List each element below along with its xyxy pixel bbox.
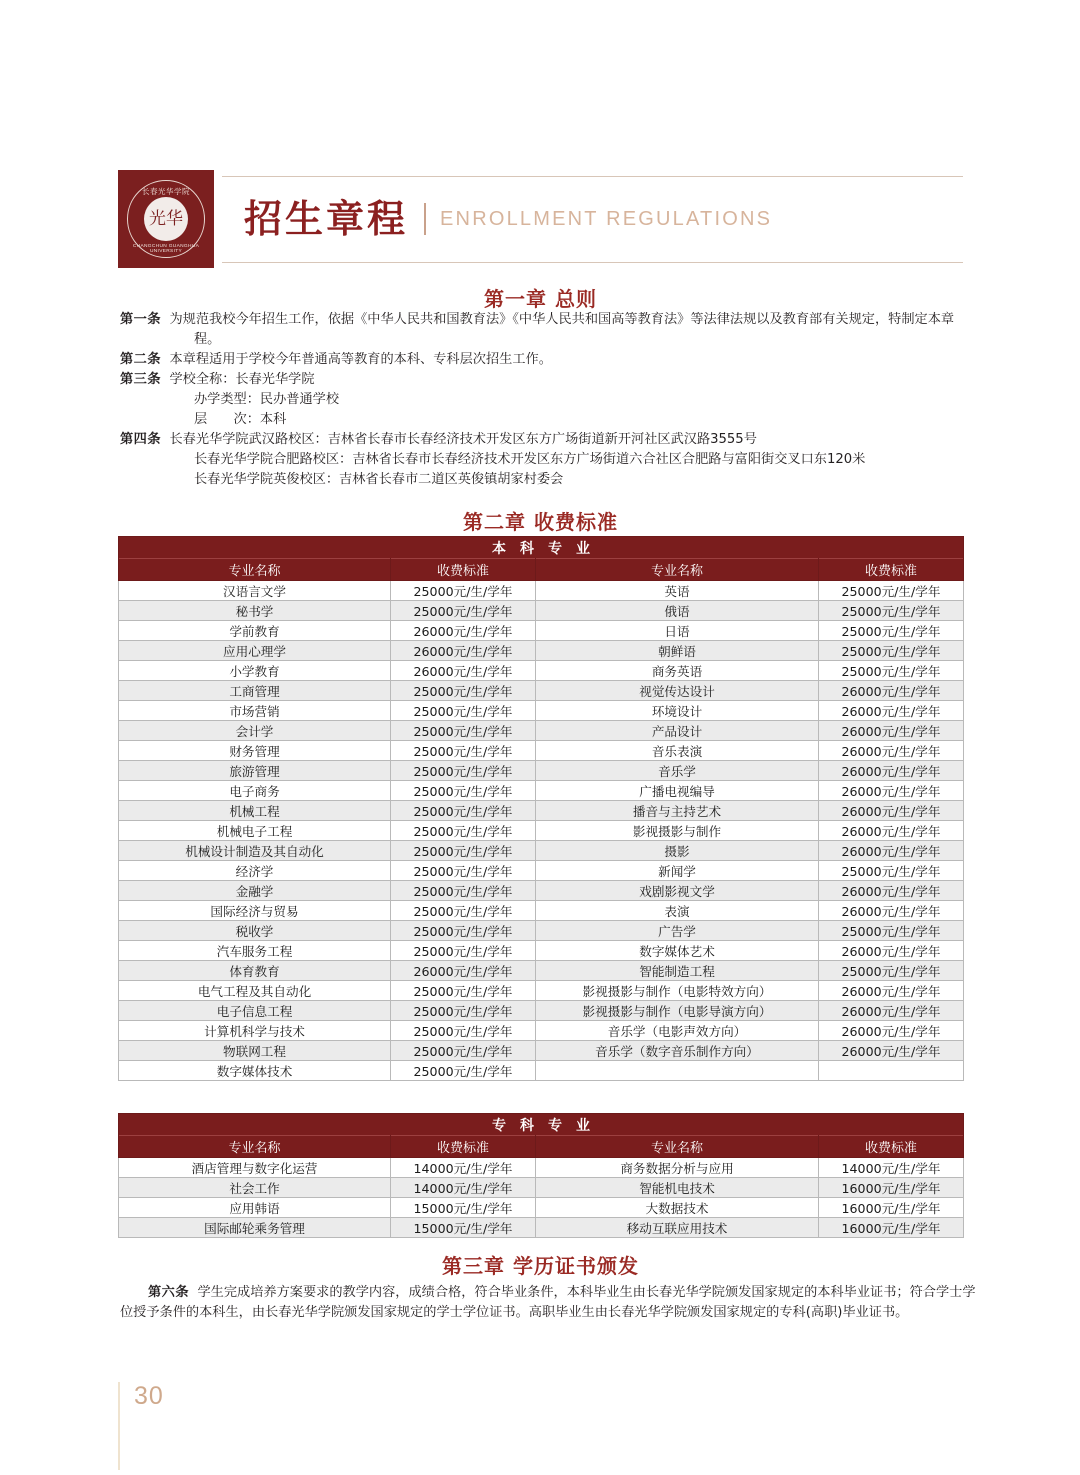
table-row [119, 721, 964, 741]
table-cell-fee: 25000元/生/学年 [391, 881, 536, 901]
seal-top-text: 长春光华学院 [142, 187, 190, 196]
table-cell-major-name: 电气工程及其自动化 [119, 981, 391, 1001]
table-cell-fee: 26000元/生/学年 [819, 1021, 964, 1041]
table-cell-major-name: 产品设计 [536, 721, 819, 741]
article-2-label: 第二条 [120, 352, 162, 367]
table-row [119, 961, 964, 981]
table-row [119, 821, 964, 841]
table-cell-fee: 25000元/生/学年 [819, 601, 964, 621]
table-cell-major-name: 音乐学（电影声效方向） [536, 1021, 819, 1041]
page-number: 30 [134, 1382, 164, 1410]
table-row [119, 701, 964, 721]
table-cell-fee: 26000元/生/学年 [391, 961, 536, 981]
table-cell-fee: 25000元/生/学年 [391, 941, 536, 961]
table-cell-empty [819, 1061, 964, 1081]
undergraduate-header-row [119, 559, 964, 581]
table-cell-major-name: 大数据技术 [536, 1198, 819, 1218]
article-2 [120, 350, 980, 370]
table-cell-fee: 25000元/生/学年 [819, 621, 964, 641]
table-cell-major-name: 汽车服务工程 [119, 941, 391, 961]
table-row [119, 1001, 964, 1021]
table-cell-major-name: 学前教育 [119, 621, 391, 641]
table-cell-fee: 25000元/生/学年 [391, 1041, 536, 1061]
table-row [119, 581, 964, 601]
col-header-fee-right: 收费标准 [819, 559, 964, 581]
table-cell-fee: 25000元/生/学年 [391, 761, 536, 781]
table-row [119, 1178, 964, 1198]
table-cell-major-name: 影视摄影与制作（电影特效方向） [536, 981, 819, 1001]
table-cell-major-name: 环境设计 [536, 701, 819, 721]
table-row [119, 881, 964, 901]
table-cell-fee: 26000元/生/学年 [819, 721, 964, 741]
table-cell-fee: 14000元/生/学年 [819, 1158, 964, 1178]
table-cell-fee: 25000元/生/学年 [391, 981, 536, 1001]
undergraduate-banner-row [119, 537, 964, 559]
article-2-text: 本章程适用于学校今年普通高等教育的本科、专科层次招生工作。 [169, 352, 552, 367]
table-cell-fee: 25000元/生/学年 [819, 641, 964, 661]
table-cell-fee: 25000元/生/学年 [391, 1021, 536, 1041]
article-3-line-3-value: ：本科 [246, 412, 287, 427]
table-cell-major-name: 经济学 [119, 861, 391, 881]
table-cell-fee: 25000元/生/学年 [391, 601, 536, 621]
table-cell-major-name: 商务数据分析与应用 [536, 1158, 819, 1178]
table-cell-fee: 25000元/生/学年 [391, 701, 536, 721]
table-cell-empty [536, 1061, 819, 1081]
table-cell-major-name: 税收学 [119, 921, 391, 941]
header-bottom-rule [222, 262, 963, 263]
vocational-header-row [119, 1136, 964, 1158]
article-1-label: 第一条 [120, 312, 162, 327]
table-cell-major-name: 酒店管理与数字化运营 [119, 1158, 391, 1178]
table-row [119, 661, 964, 681]
table-row [119, 1218, 964, 1238]
article-6-text: 学生完成培养方案要求的教学内容，成绩合格，符合毕业条件，本科毕业生由长春光华学院颁发国家规定的本科毕业证书；符合学士学位授予条件的本科生，由长春光华学院颁发国家规定的学士学位证书。高职毕业生由长春光华学院颁发国家规定的专科(高职)毕业证书。 [120, 1285, 976, 1320]
table-cell-major-name: 财务管理 [119, 741, 391, 761]
article-3 [120, 370, 980, 390]
table-row [119, 621, 964, 641]
table-cell-fee: 26000元/生/学年 [819, 681, 964, 701]
table-cell-major-name: 应用韩语 [119, 1198, 391, 1218]
undergraduate-banner: 本科专业 [119, 537, 964, 559]
table-row [119, 761, 964, 781]
table-row [119, 681, 964, 701]
page-footer [118, 1382, 164, 1470]
table-cell-fee: 25000元/生/学年 [819, 581, 964, 601]
chapter-3-heading: 第三章 学历证书颁发 [442, 1254, 639, 1278]
table-cell-major-name: 智能机电技术 [536, 1178, 819, 1198]
table-row [119, 921, 964, 941]
table-cell-fee: 26000元/生/学年 [391, 661, 536, 681]
seal-bottom-text: CHANGCHUN GUANGHUA UNIVERSITY [132, 243, 200, 253]
university-seal-icon [127, 180, 205, 258]
table-cell-fee: 25000元/生/学年 [819, 921, 964, 941]
table-cell-major-name: 戏剧影视文学 [536, 881, 819, 901]
header-titles [244, 197, 773, 241]
table-row [119, 841, 964, 861]
article-6 [120, 1283, 980, 1323]
table-cell-major-name: 数字媒体技术 [119, 1061, 391, 1081]
col-header-major-name-left: 专业名称 [119, 1136, 391, 1158]
header-band [214, 170, 963, 268]
table-row [119, 801, 964, 821]
article-3-label: 第三条 [120, 372, 162, 387]
table-cell-major-name: 机械设计制造及其自动化 [119, 841, 391, 861]
table-cell-major-name: 智能制造工程 [536, 961, 819, 981]
col-header-major-name-right: 专业名称 [536, 559, 819, 581]
article-4 [120, 430, 980, 450]
table-cell-fee: 26000元/生/学年 [819, 1041, 964, 1061]
table-cell-major-name: 影视摄影与制作（电影导演方向） [536, 1001, 819, 1021]
table-cell-fee: 15000元/生/学年 [391, 1198, 536, 1218]
table-cell-major-name: 机械工程 [119, 801, 391, 821]
table-cell-fee: 26000元/生/学年 [819, 761, 964, 781]
table-cell-fee: 14000元/生/学年 [391, 1178, 536, 1198]
table-cell-fee: 25000元/生/学年 [391, 1001, 536, 1021]
table-row [119, 601, 964, 621]
table-cell-fee: 26000元/生/学年 [819, 821, 964, 841]
undergraduate-fee-table [118, 536, 964, 1081]
table-cell-major-name: 朝鲜语 [536, 641, 819, 661]
table-row [119, 641, 964, 661]
article-3-line-2: 办学类型：民办普通学校 [194, 392, 340, 407]
table-row [119, 1158, 964, 1178]
table-cell-major-name: 摄影 [536, 841, 819, 861]
table-row [119, 941, 964, 961]
table-cell-major-name: 移动互联应用技术 [536, 1218, 819, 1238]
page-header [118, 170, 963, 268]
table-cell-fee: 16000元/生/学年 [819, 1178, 964, 1198]
vocational-fee-table [118, 1113, 964, 1238]
table-row [119, 901, 964, 921]
table-row [119, 1061, 964, 1081]
table-cell-major-name: 播音与主持艺术 [536, 801, 819, 821]
table-cell-major-name: 新闻学 [536, 861, 819, 881]
table-cell-fee: 25000元/生/学年 [819, 961, 964, 981]
article-4-line-3: 长春光华学院英俊校区：吉林省长春市二道区英俊镇胡家村委会 [194, 472, 564, 487]
table-cell-major-name: 音乐表演 [536, 741, 819, 761]
table-row [119, 1021, 964, 1041]
article-3-line-3 [120, 410, 980, 430]
article-4-line-2: 长春光华学院合肥路校区：吉林省长春市长春经济技术开发区东方广场街道六合社区合肥路与富阳街交叉口东120米 [194, 452, 866, 467]
vocational-table-head [119, 1114, 964, 1158]
article-1 [120, 310, 980, 350]
table-cell-major-name: 体育教育 [119, 961, 391, 981]
chapter-1-body [120, 310, 980, 490]
seal-center-text: 光华 [144, 197, 188, 241]
table-cell-major-name: 俄语 [536, 601, 819, 621]
footer-divider [118, 1382, 120, 1470]
table-cell-major-name: 英语 [536, 581, 819, 601]
article-4-line-1: 长春光华学院武汉路校区：吉林省长春市长春经济技术开发区东方广场街道新开河社区武汉路3555号 [169, 432, 757, 447]
table-cell-fee: 25000元/生/学年 [391, 581, 536, 601]
table-cell-major-name: 会计学 [119, 721, 391, 741]
table-cell-fee: 26000元/生/学年 [819, 941, 964, 961]
table-cell-fee: 25000元/生/学年 [391, 781, 536, 801]
table-cell-fee: 26000元/生/学年 [819, 981, 964, 1001]
vocational-banner: 专科专业 [119, 1114, 964, 1136]
col-header-fee-right: 收费标准 [819, 1136, 964, 1158]
article-3-line-1: 学校全称：长春光华学院 [169, 372, 315, 387]
vocational-table-body [119, 1158, 964, 1238]
table-cell-major-name: 物联网工程 [119, 1041, 391, 1061]
table-cell-major-name: 日语 [536, 621, 819, 641]
table-cell-major-name: 金融学 [119, 881, 391, 901]
table-cell-fee: 25000元/生/学年 [391, 681, 536, 701]
page-title-en: ENROLLMENT REGULATIONS [440, 207, 773, 230]
university-logo [118, 170, 214, 268]
vocational-banner-row [119, 1114, 964, 1136]
table-cell-fee: 25000元/生/学年 [819, 861, 964, 881]
table-cell-major-name: 电子信息工程 [119, 1001, 391, 1021]
table-cell-fee: 14000元/生/学年 [391, 1158, 536, 1178]
table-cell-fee: 15000元/生/学年 [391, 1218, 536, 1238]
table-cell-fee: 26000元/生/学年 [391, 621, 536, 641]
table-row [119, 781, 964, 801]
col-header-major-name-left: 专业名称 [119, 559, 391, 581]
table-cell-major-name: 汉语言文学 [119, 581, 391, 601]
table-cell-fee: 25000元/生/学年 [391, 921, 536, 941]
undergraduate-table-head [119, 537, 964, 581]
table-cell-fee: 25000元/生/学年 [819, 661, 964, 681]
table-row [119, 981, 964, 1001]
table-cell-major-name: 影视摄影与制作 [536, 821, 819, 841]
table-cell-major-name: 广播电视编导 [536, 781, 819, 801]
table-cell-major-name: 电子商务 [119, 781, 391, 801]
table-row [119, 1041, 964, 1061]
table-cell-major-name: 视觉传达设计 [536, 681, 819, 701]
table-cell-fee: 26000元/生/学年 [819, 901, 964, 921]
table-cell-fee: 26000元/生/学年 [819, 801, 964, 821]
table-cell-major-name: 秘书学 [119, 601, 391, 621]
table-cell-fee: 25000元/生/学年 [391, 821, 536, 841]
table-cell-major-name: 小学教育 [119, 661, 391, 681]
chapter-2-heading: 第二章 收费标准 [463, 510, 618, 534]
table-cell-fee: 26000元/生/学年 [819, 701, 964, 721]
table-row [119, 861, 964, 881]
table-cell-fee: 26000元/生/学年 [819, 841, 964, 861]
table-cell-fee: 26000元/生/学年 [819, 1001, 964, 1021]
article-6-label: 第六条 [148, 1285, 190, 1300]
table-cell-fee: 16000元/生/学年 [819, 1198, 964, 1218]
article-1-text: 为规范我校今年招生工作，依据《中华人民共和国教育法》《中华人民共和国高等教育法》等法律法规以及教育部有关规定，特制定本章程。 [169, 312, 955, 347]
table-cell-fee: 26000元/生/学年 [819, 881, 964, 901]
article-4-label: 第四条 [120, 432, 162, 447]
col-header-fee-left: 收费标准 [391, 1136, 536, 1158]
table-cell-major-name: 广告学 [536, 921, 819, 941]
table-cell-fee: 26000元/生/学年 [819, 741, 964, 761]
table-cell-major-name: 旅游管理 [119, 761, 391, 781]
table-cell-fee: 25000元/生/学年 [391, 841, 536, 861]
table-cell-fee: 26000元/生/学年 [391, 641, 536, 661]
page-title-cn: 招生章程 [244, 197, 409, 241]
table-cell-major-name: 音乐学 [536, 761, 819, 781]
title-divider [424, 203, 426, 235]
table-cell-major-name: 国际经济与贸易 [119, 901, 391, 921]
chapter-1-heading: 第一章 总则 [484, 287, 597, 311]
table-cell-fee: 25000元/生/学年 [391, 801, 536, 821]
table-cell-fee: 16000元/生/学年 [819, 1218, 964, 1238]
table-cell-major-name: 市场营销 [119, 701, 391, 721]
table-row [119, 1198, 964, 1218]
table-cell-major-name: 商务英语 [536, 661, 819, 681]
table-cell-fee: 25000元/生/学年 [391, 1061, 536, 1081]
table-cell-major-name: 计算机科学与技术 [119, 1021, 391, 1041]
table-cell-major-name: 表演 [536, 901, 819, 921]
table-cell-major-name: 应用心理学 [119, 641, 391, 661]
table-cell-fee: 26000元/生/学年 [819, 781, 964, 801]
chapter-3-body [120, 1283, 980, 1323]
col-header-fee-left: 收费标准 [391, 559, 536, 581]
undergraduate-table-body [119, 581, 964, 1081]
table-cell-fee: 25000元/生/学年 [391, 721, 536, 741]
article-3-line-3-label: 层 次 [194, 412, 247, 427]
table-cell-major-name: 国际邮轮乘务管理 [119, 1218, 391, 1238]
table-cell-major-name: 音乐学（数字音乐制作方向） [536, 1041, 819, 1061]
table-cell-fee: 25000元/生/学年 [391, 901, 536, 921]
col-header-major-name-right: 专业名称 [536, 1136, 819, 1158]
table-cell-major-name: 数字媒体艺术 [536, 941, 819, 961]
table-cell-major-name: 工商管理 [119, 681, 391, 701]
header-top-rule [222, 176, 963, 177]
table-cell-major-name: 机械电子工程 [119, 821, 391, 841]
table-cell-fee: 25000元/生/学年 [391, 861, 536, 881]
table-cell-major-name: 社会工作 [119, 1178, 391, 1198]
table-row [119, 741, 964, 761]
table-cell-fee: 25000元/生/学年 [391, 741, 536, 761]
